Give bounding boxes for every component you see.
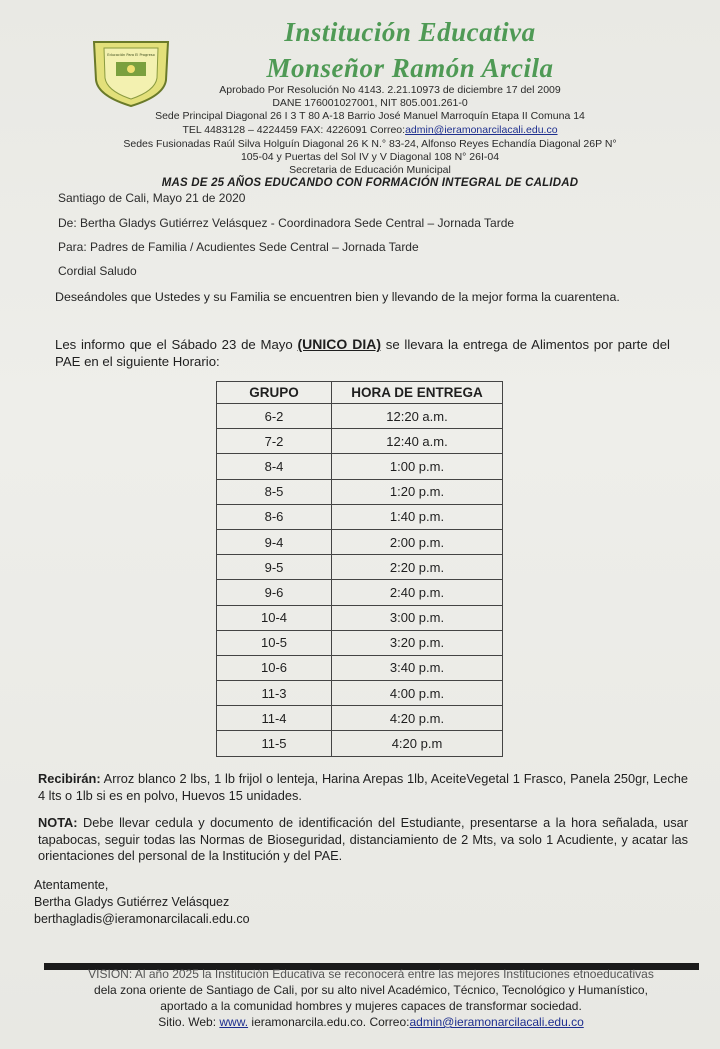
dane-text: DANE 176001027001, NIT 805.001.261-0 bbox=[272, 97, 468, 109]
website-line bbox=[36, 1014, 706, 1030]
signature-block bbox=[34, 877, 250, 928]
signer-email: berthagladis@ieramonarcilacali.edu.co bbox=[34, 912, 250, 926]
cell-grupo: 7-2 bbox=[217, 429, 332, 454]
cell-hora: 4:00 p.m. bbox=[332, 681, 503, 706]
unico-dia-highlight: (UNICO DIA) bbox=[297, 336, 381, 352]
vision-line3: aportado a la comunidad hombres y mujeres capaces de transformar sociedad. bbox=[160, 999, 582, 1013]
cell-grupo: 10-4 bbox=[217, 605, 332, 630]
cell-hora: 2:20 p.m. bbox=[332, 555, 503, 580]
letter-greeting: Cordial Saludo bbox=[58, 264, 137, 278]
col-header-hora: HORA DE ENTREGA bbox=[332, 382, 503, 404]
sedes-fusionadas-line1: Sedes Fusionadas Raúl Silva Holguín Diagonal 26 K N.° 83-24, Alfonso Reyes Echandía Diagonal 26P N° bbox=[123, 138, 617, 150]
cell-hora: 4:20 p.m. bbox=[332, 706, 503, 731]
recibiran-text: Arroz blanco 2 lbs, 1 lb frijol o lenteja, Harina Arepas 1lb, AceiteVegetal 1 Frasco, Panela 250gr, Leche 4 lts o 1lb si es en polvo, Huevos 15 unidades. bbox=[38, 771, 688, 803]
table-row bbox=[217, 655, 503, 680]
letter-wish: Deseándoles que Ustedes y su Familia se encuentren bien y llevando de la mejor forma la cuarentena. bbox=[55, 290, 620, 304]
letter-info bbox=[55, 336, 670, 370]
signer-name: Bertha Gladys Gutiérrez Velásquez bbox=[34, 895, 230, 909]
letter-to: Para: Padres de Familia / Acudientes Sede Central – Jornada Tarde bbox=[58, 240, 419, 254]
closing-text: Atentamente, bbox=[34, 878, 109, 892]
contact-email-link[interactable]: admin@ieramonarcilacali.edu.co bbox=[405, 124, 558, 136]
recibiran-label: Recibirán: bbox=[38, 771, 101, 786]
cell-grupo: 10-6 bbox=[217, 655, 332, 680]
cell-grupo: 11-4 bbox=[217, 706, 332, 731]
cell-grupo: 8-4 bbox=[217, 454, 332, 479]
cell-grupo: 9-4 bbox=[217, 529, 332, 554]
cell-grupo: 6-2 bbox=[217, 404, 332, 429]
cell-hora: 3:00 p.m. bbox=[332, 605, 503, 630]
sedes-fusionadas-line2: 105-04 y Puertas del Sol IV y V Diagonal 108 N° 26I-04 bbox=[240, 151, 500, 163]
table-row bbox=[217, 681, 503, 706]
cell-grupo: 9-5 bbox=[217, 555, 332, 580]
resolution-text: Aprobado Por Resolución No 4143. 2.21.10973 de diciembre 17 del 2009 bbox=[219, 84, 561, 96]
table-row bbox=[217, 630, 503, 655]
table-row bbox=[217, 479, 503, 504]
table-row bbox=[217, 605, 503, 630]
cell-hora: 12:20 a.m. bbox=[332, 404, 503, 429]
delivery-schedule-table bbox=[216, 381, 503, 757]
website-link[interactable]: www. bbox=[219, 1015, 249, 1029]
institution-name-line2: Monseñor Ramón Arcila bbox=[266, 53, 554, 83]
cell-hora: 2:40 p.m. bbox=[332, 580, 503, 605]
table-row bbox=[217, 454, 503, 479]
table-row bbox=[217, 404, 503, 429]
cell-hora: 4:20 p.m bbox=[332, 731, 503, 756]
footer-email-link[interactable]: admin@ieramonarcilacali.edu.co bbox=[409, 1015, 584, 1029]
table-header-row bbox=[217, 382, 503, 404]
cell-hora: 3:40 p.m. bbox=[332, 655, 503, 680]
cell-hora: 1:40 p.m. bbox=[332, 504, 503, 529]
table-row bbox=[217, 580, 503, 605]
cell-hora: 1:20 p.m. bbox=[332, 479, 503, 504]
vision-footer bbox=[36, 966, 706, 1030]
table-row bbox=[217, 706, 503, 731]
recibiran-paragraph bbox=[38, 771, 688, 804]
table-row bbox=[217, 555, 503, 580]
contact-line bbox=[60, 124, 680, 136]
table-row bbox=[217, 504, 503, 529]
secretaria-text: Secretaria de Educación Municipal bbox=[289, 164, 451, 176]
nota-label: NOTA: bbox=[38, 815, 78, 830]
info-part1: Les informo que el Sábado 23 de Mayo bbox=[55, 337, 298, 352]
cell-grupo: 10-5 bbox=[217, 630, 332, 655]
nota-text: Debe llevar cedula y documento de identificación del Estudiante, presentarse a la hora señalada, usar tapabocas, seguir todas las Normas de Bioseguridad, distanciamiento de 2 Mts, va solo 1 Acudiente, y acatar las orientaciones del personal de la Institución y del PAE. bbox=[38, 815, 688, 863]
cell-hora: 1:00 p.m. bbox=[332, 454, 503, 479]
cell-grupo: 11-5 bbox=[217, 731, 332, 756]
vision-line1: VISION: Al año 2025 la Institución Educativa se reconocerá entre las mejores Instituciones etnoeducativas bbox=[88, 967, 654, 981]
schedule-body bbox=[217, 404, 503, 757]
col-header-grupo: GRUPO bbox=[217, 382, 332, 404]
institution-name-line1: Institución Educativa bbox=[284, 17, 536, 47]
nota-paragraph bbox=[38, 815, 688, 865]
cell-grupo: 9-6 bbox=[217, 580, 332, 605]
web-prefix: Sitio. Web: bbox=[158, 1015, 220, 1029]
sede-principal-text: Sede Principal Diagonal 26 I 3 T 80 A-18 Barrio José Manuel Marroquín Etapa II Comuna 14 bbox=[155, 110, 585, 122]
cell-grupo: 11-3 bbox=[217, 681, 332, 706]
table-row bbox=[217, 529, 503, 554]
cell-grupo: 8-6 bbox=[217, 504, 332, 529]
cell-hora: 12:40 a.m. bbox=[332, 429, 503, 454]
vision-line2: dela zona oriente de Santiago de Cali, por su alto nivel Académico, Técnico, Tecnológico y Humanístico, bbox=[94, 983, 648, 997]
letter-date: Santiago de Cali, Mayo 21 de 2020 bbox=[58, 191, 246, 205]
logo-text: Educación Para El Progreso bbox=[107, 53, 155, 57]
web-domain: ieramonarcila.edu.co. Correo: bbox=[248, 1015, 410, 1029]
cell-hora: 2:00 p.m. bbox=[332, 529, 503, 554]
motto-text: MAS DE 25 AÑOS EDUCANDO CON FORMACIÓN INTEGRAL DE CALIDAD bbox=[161, 177, 579, 189]
contact-prefix: TEL 4483128 – 4224459 FAX: 4226091 Correo: bbox=[182, 124, 406, 136]
table-row bbox=[217, 731, 503, 756]
info-part2: se llevara la entrega de Alimentos por parte del PAE en el siguiente Horario: bbox=[55, 337, 670, 369]
cell-grupo: 8-5 bbox=[217, 479, 332, 504]
cell-hora: 3:20 p.m. bbox=[332, 630, 503, 655]
letter-from: De: Bertha Gladys Gutiérrez Velásquez - Coordinadora Sede Central – Jornada Tarde bbox=[58, 216, 515, 230]
table-row bbox=[217, 429, 503, 454]
institution-name bbox=[200, 14, 620, 86]
